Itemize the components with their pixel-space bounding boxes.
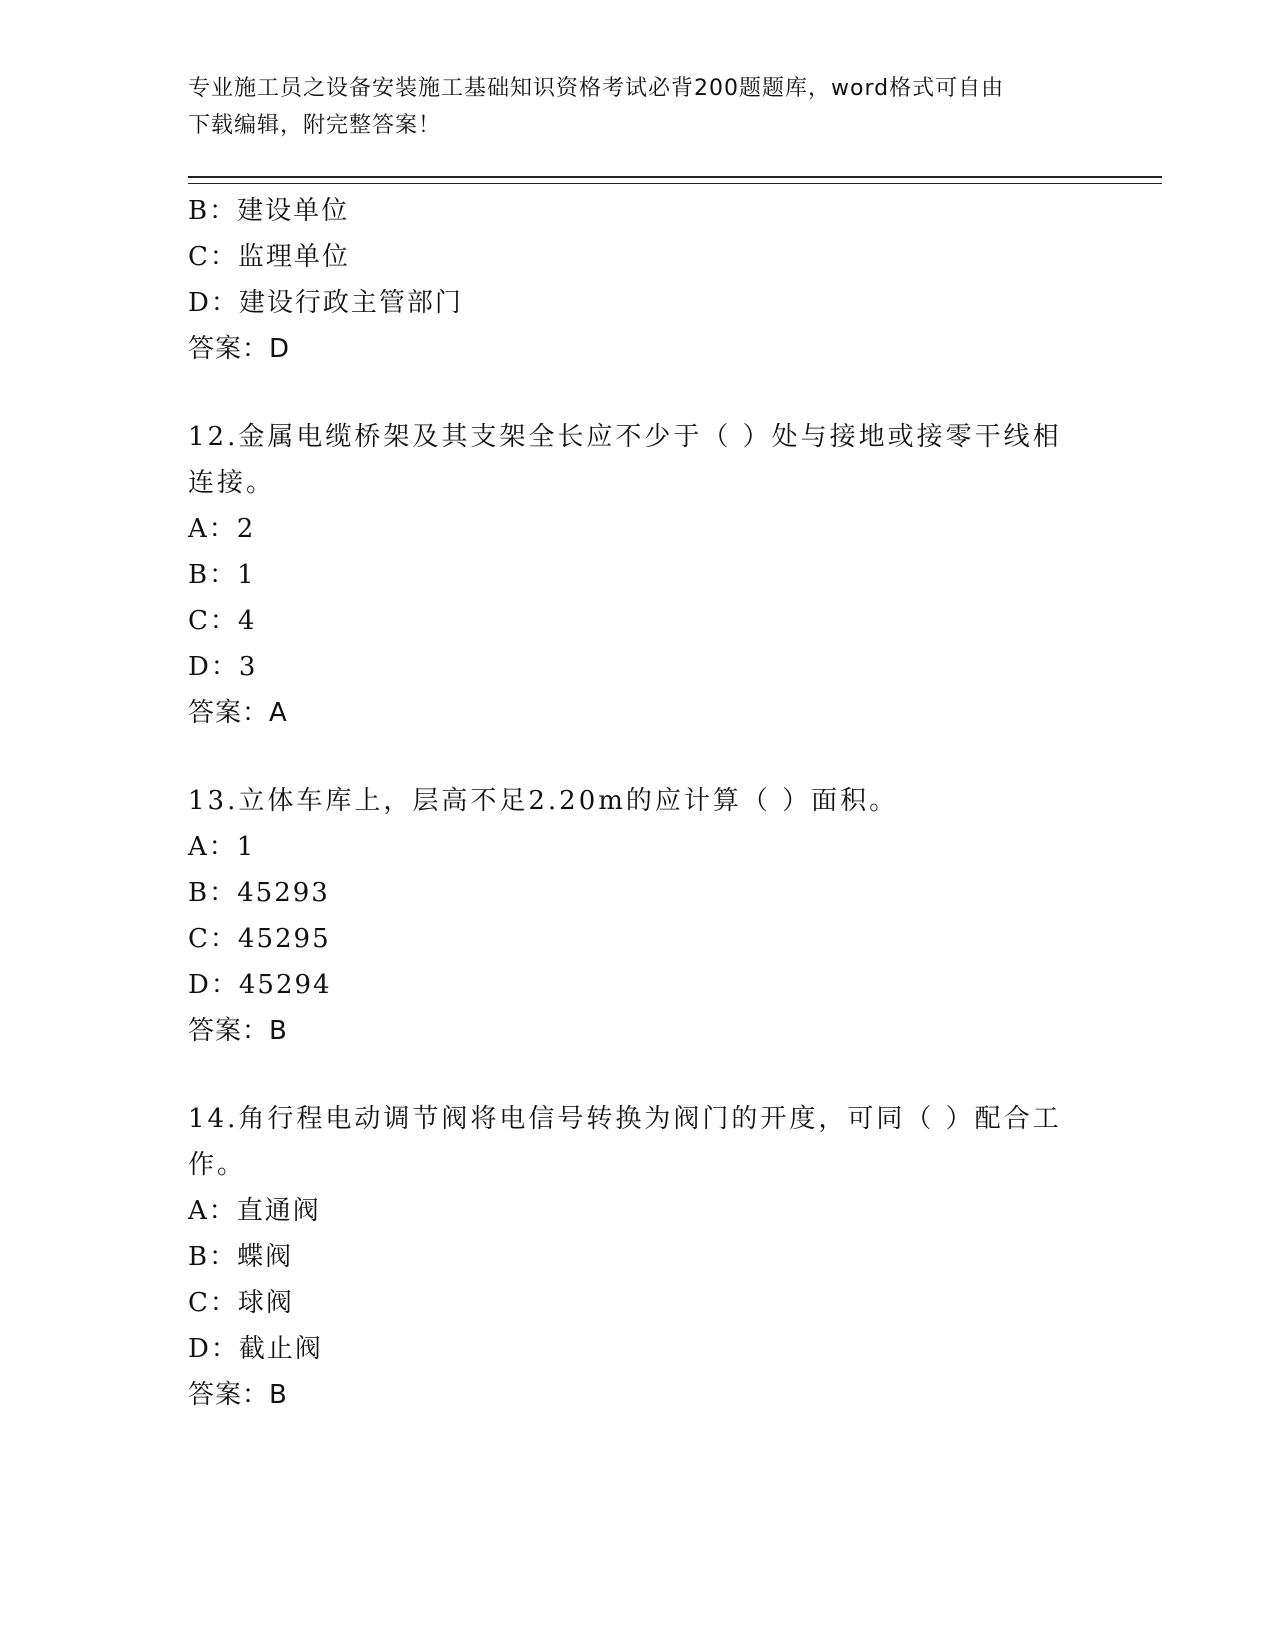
option-a	[188, 1188, 1088, 1234]
option-b	[188, 188, 1088, 234]
option-text: 球阀	[237, 1288, 294, 1318]
option-text: 直通阀	[236, 1196, 321, 1226]
question-14	[188, 1096, 1088, 1418]
option-label: D：	[188, 652, 239, 682]
option-label: C：	[188, 924, 238, 954]
option-d	[188, 962, 1088, 1008]
option-label: B：	[188, 1242, 238, 1272]
option-text: 1	[237, 560, 256, 590]
header-line-2: 下载编辑，附完整答案！	[188, 113, 442, 138]
option-text: 建设行政主管部门	[238, 288, 463, 318]
option-label: C：	[188, 242, 238, 272]
option-label: B：	[188, 560, 238, 590]
option-text: 45295	[237, 924, 331, 954]
option-label: A：	[188, 832, 237, 862]
option-b	[188, 870, 1088, 916]
header-divider	[188, 176, 1162, 184]
question-13	[188, 778, 1088, 1054]
option-text: 45294	[238, 970, 332, 1000]
option-a	[188, 824, 1088, 870]
option-label: D：	[188, 970, 239, 1000]
question-line-2: 作。	[188, 1150, 247, 1180]
question-text	[188, 778, 1068, 824]
option-c	[188, 1280, 1088, 1326]
option-text: 截止阀	[238, 1334, 323, 1364]
option-a	[188, 506, 1088, 552]
option-text: 45293	[237, 878, 330, 908]
document-header	[188, 70, 1068, 144]
question-line-1: 12.金属电缆桥架及其支架全长应不少于（ ）处与接地或接零干线相	[188, 422, 1062, 452]
option-text: 蝶阀	[237, 1242, 294, 1272]
option-c	[188, 598, 1088, 644]
question-12	[188, 414, 1088, 736]
option-d	[188, 644, 1088, 690]
option-label: C：	[188, 1288, 238, 1318]
option-text: 3	[238, 652, 258, 682]
option-d	[188, 280, 1088, 326]
answer: 答案：A	[188, 698, 288, 728]
question-text	[188, 1096, 1068, 1188]
question-line-1: 14.角行程电动调节阀将电信号转换为阀门的开度，可同（ ）配合工	[188, 1104, 1062, 1134]
option-b	[188, 1234, 1088, 1280]
option-label: B：	[188, 878, 238, 908]
question-line-2: 连接。	[188, 468, 276, 498]
option-label: D：	[188, 288, 239, 318]
question-list	[188, 188, 1088, 1418]
option-label: A：	[188, 1196, 237, 1226]
answer: 答案：B	[188, 1016, 288, 1046]
option-text: 监理单位	[237, 242, 350, 272]
option-label: B：	[188, 196, 238, 226]
header-line-1: 专业施工员之设备安装施工基础知识资格考试必背200题题库，word格式可自由	[188, 76, 1005, 101]
option-text: 建设单位	[237, 196, 350, 226]
option-d	[188, 1326, 1088, 1372]
option-b	[188, 552, 1088, 598]
option-label: C：	[188, 606, 238, 636]
option-label: D：	[188, 1334, 239, 1364]
answer: 答案：B	[188, 1380, 288, 1410]
option-text: 1	[236, 832, 256, 862]
answer: 答案：D	[188, 334, 291, 364]
option-text: 2	[236, 514, 256, 544]
option-c	[188, 234, 1088, 280]
option-label: A：	[188, 514, 237, 544]
option-text: 4	[237, 606, 257, 636]
question-11-tail	[188, 188, 1088, 372]
option-c	[188, 916, 1088, 962]
question-text	[188, 414, 1068, 506]
question-line-1: 13.立体车库上，层高不足2.20m的应计算（ ）面积。	[188, 786, 899, 816]
